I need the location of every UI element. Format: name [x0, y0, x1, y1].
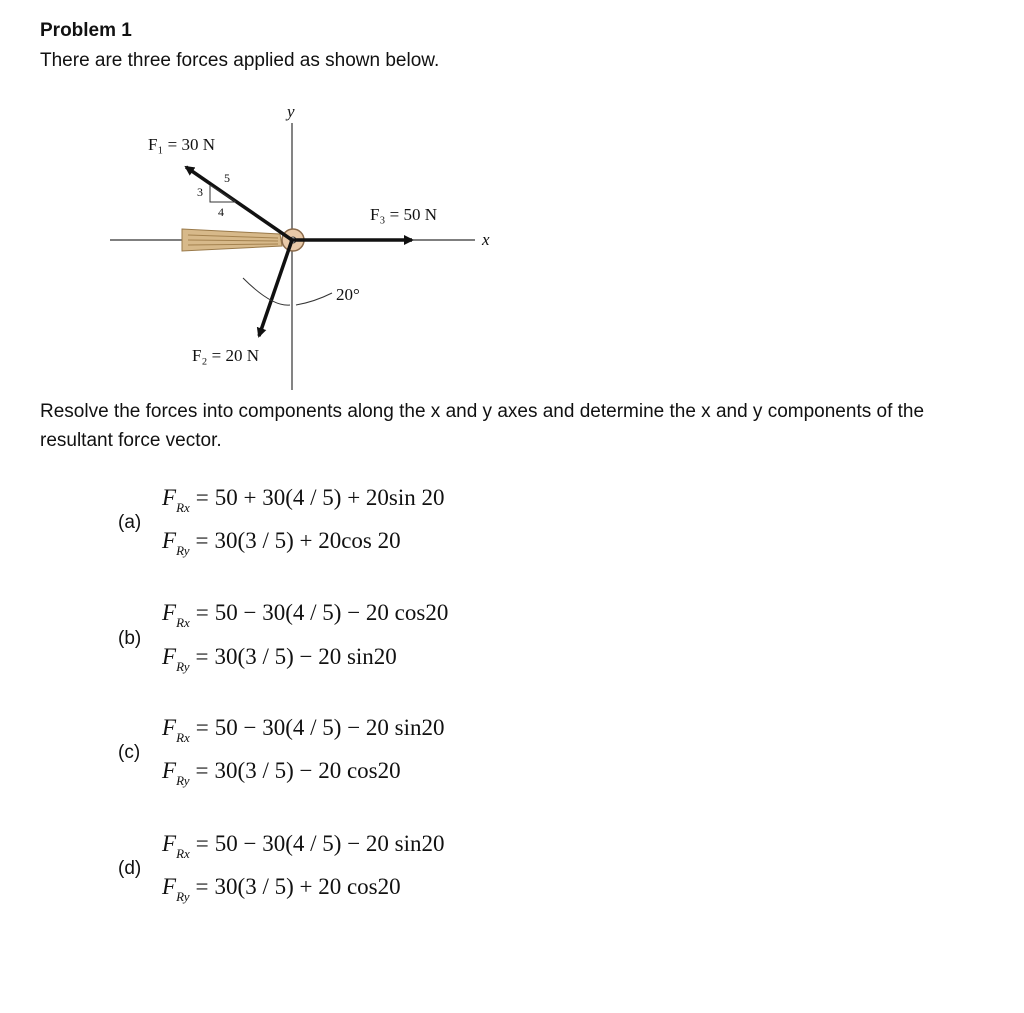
angle-arc: [243, 278, 290, 305]
angle-arc-2: [296, 293, 332, 305]
problem-intro: There are three forces applied as shown below.: [40, 50, 440, 71]
option-d-ry: $F_{Ry} = 30(3 / 5) + 20$ cos20: [162, 874, 401, 904]
y-axis-label: y: [287, 102, 295, 121]
f1-label: F₁ = 30 N: [148, 135, 215, 154]
triangle-hyp-5: 5: [224, 171, 230, 185]
option-a-letter[interactable]: (a): [118, 512, 142, 533]
option-c-letter[interactable]: (c): [118, 742, 141, 763]
option-a-ry: $F_{Ry} = 30(3 / 5) + 20\cos$ 20: [162, 528, 401, 558]
triangle-side-3: 3: [197, 185, 203, 199]
f3-label: F₃ = 50 N: [370, 205, 437, 224]
option-d-letter[interactable]: (d): [118, 858, 142, 879]
f2-label: F₂ = 20 N: [192, 346, 259, 365]
option-a-rx: $F_{Rx} = 50 + 30(4 / 5) + 20\sin$ 20: [162, 485, 445, 515]
x-axis-label: x: [482, 230, 490, 249]
slope-triangle-hyp: [210, 185, 236, 202]
option-b-rx: $F_{Rx} = 50 - 30(4 / 5) - 20$ cos20: [162, 600, 449, 630]
force-diagram: [100, 95, 520, 395]
f1-arrow: [186, 167, 292, 240]
question-text: Resolve the forces into components along the x and y axes and determine the x and y components of the resultant force vector.: [40, 401, 925, 451]
f2-arrow: [259, 240, 292, 336]
option-c-ry: $F_{Ry} = 30(3 / 5) - 20$ cos20: [162, 758, 401, 788]
problem-title: Problem 1: [40, 20, 132, 41]
angle-label: 20°: [336, 285, 360, 304]
triangle-side-4: 4: [218, 205, 224, 219]
option-b-letter[interactable]: (b): [118, 628, 142, 649]
option-b-ry: $F_{Ry} = 30(3 / 5) - 20$ sin20: [162, 644, 397, 674]
option-d-rx: $F_{Rx} = 50 - 30(4 / 5) - 20$ sin20: [162, 831, 445, 861]
option-c-rx: $F_{Rx} = 50 - 30(4 / 5) - 20$ sin20: [162, 715, 445, 745]
